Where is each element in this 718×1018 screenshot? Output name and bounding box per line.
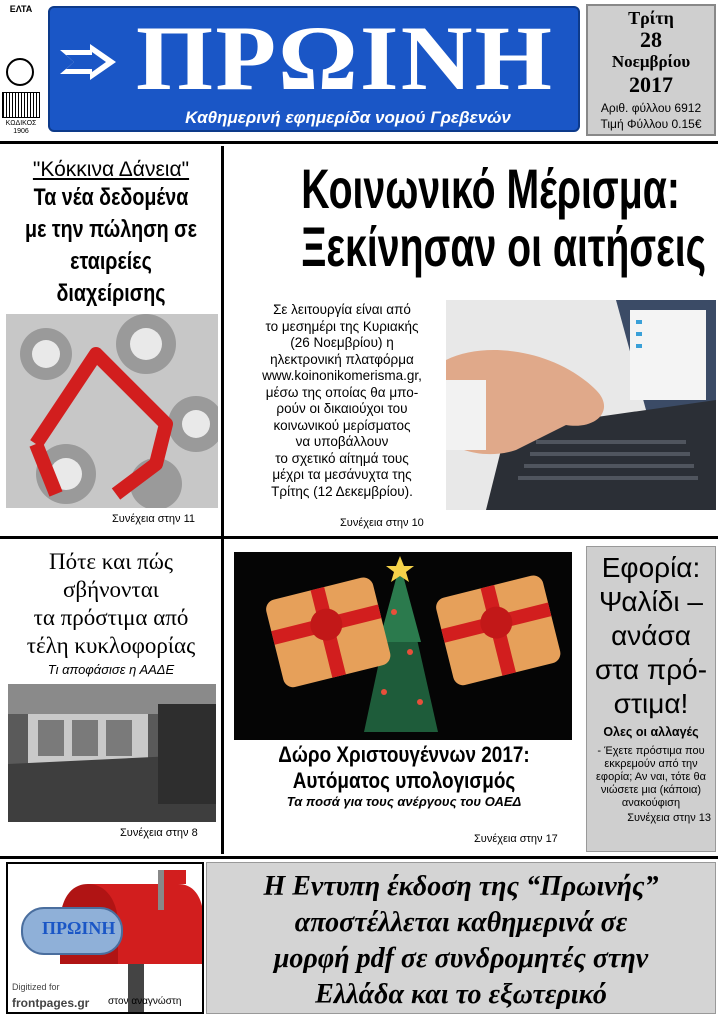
body-line: να υποβάλλουν: [295, 434, 389, 449]
left-story-1[interactable]: [4, 158, 218, 310]
body-line: Τρίτης (12 Δεκεμβρίου).: [271, 483, 413, 499]
headline-line: εταιρείες διαχείρισης: [56, 248, 166, 307]
body-line: το σχετικό αίτημά τους: [275, 450, 409, 466]
main-story-headline[interactable]: [228, 157, 716, 278]
elta-label: ΕΛΤΑ: [9, 4, 33, 14]
story-subhead: Τα ποσά για τους ανέργους του ΟΑΕΔ: [286, 794, 522, 809]
headline-line: Αυτόματος υπολογισμός: [292, 768, 516, 793]
story-subhead: Ολες οι αλλαγές: [603, 725, 699, 739]
newspaper-logo: [48, 6, 580, 132]
christmas-bonus-photo: [234, 552, 572, 740]
headline-line: Τα νέα δεδομένα: [33, 184, 189, 211]
story-kicker: "Κόκκινα Δάνεια": [32, 158, 190, 181]
continued-link[interactable]: Συνέχεια στην 17: [474, 833, 558, 845]
headline-line: Δώρο Χριστουγέννων 2017:: [278, 742, 530, 767]
footer-divider: [0, 856, 718, 859]
continued-link[interactable]: Συνέχεια στην 13: [627, 812, 711, 824]
notice-line: Η Εντυπη έκδοση της “Πρωινής”: [263, 871, 659, 902]
barcode-icon: [2, 92, 40, 118]
body-line: Σε λειτουργία είναι από: [273, 302, 411, 317]
headline: Εφορία: Ψαλίδι – ανάσα στα πρό- στιμα!: [594, 552, 708, 719]
story-subhead: Τι αποφάσισε η ΑΑΔΕ: [47, 662, 175, 677]
mailbox-caption: στον αναγνώστη: [108, 996, 182, 1007]
headline-line: τέλη κυκλοφορίας: [26, 633, 196, 658]
body-line: www.koinonikomerisma.gr,: [262, 368, 422, 383]
body-line: μέχρι τα μεσάνυχτα της: [272, 467, 412, 482]
continued-link[interactable]: Συνέχεια στην 8: [120, 827, 198, 839]
tax-office-photo: [8, 684, 216, 822]
body-line: (26 Νοεμβρίου) η: [290, 335, 394, 350]
headline-line: Πότε και πώς: [49, 549, 173, 574]
mid-story-headline[interactable]: [228, 742, 580, 810]
headline-line: σβήνονται: [63, 577, 159, 602]
headline-line: τα πρόστιμα από: [33, 605, 189, 630]
continued-link[interactable]: Συνέχεια στην 10: [340, 517, 424, 529]
date-number: 28: [640, 27, 662, 52]
footer-notice: [206, 862, 716, 1014]
continued-link[interactable]: Συνέχεια στην 11: [112, 513, 195, 525]
watermark-line: Digitized for: [12, 982, 60, 992]
headline-line: Κοινωνικό Μέρισμα:: [301, 157, 680, 220]
postal-seal-icon: [6, 58, 34, 86]
red-loans-photo: [6, 314, 218, 508]
notice-line: μορφή pdf σε συνδρομητές στην: [273, 943, 649, 974]
section-divider: [0, 536, 718, 539]
body-line: μέσω της οποίας θα μπο-: [265, 384, 419, 400]
date-day: Τρίτη: [628, 8, 674, 28]
logo-subtitle: Καθημερινή εφημερίδα νομού Γρεβενών: [185, 108, 511, 127]
body-line: το μεσημέρι της Κυριακής: [265, 318, 419, 334]
body-line: κοινωνικού μερίσματος: [273, 417, 411, 433]
logo-title: ΠΡΩΙΝΗ: [135, 7, 555, 109]
notice-line: αποστέλλεται καθημερινά σε: [294, 907, 628, 938]
body-line: ηλεκτρονική πλατφόρμα: [270, 351, 414, 367]
notice-line: Ελλάδα και το εξωτερικό: [315, 979, 607, 1010]
mailbox-logo: ΠΡΩΙΝΗ: [42, 918, 116, 938]
masthead-divider: [0, 141, 718, 144]
story-body: - Έχετε πρόστιμα που εκκρεμούν από την εφορία; Αν ναι, τότε θα νιώσετε μια (κάποια) ανακούφιση: [596, 745, 706, 809]
column-divider: [221, 146, 224, 854]
body-line: ρούν οι δικαιούχοι του: [276, 401, 408, 416]
watermark-site: frontpages.gr: [12, 996, 90, 1010]
date-month: Νοεμβρίου: [611, 52, 691, 71]
issue-number: Αριθ. φύλλου 6912: [600, 101, 702, 115]
main-story-body: [228, 302, 456, 500]
masthead-left-strip: [0, 0, 42, 140]
date-year: 2017: [629, 72, 673, 97]
postal-code-label: ΚΩΔΙΚΟΣ 1906: [5, 120, 37, 135]
right-story-box[interactable]: [586, 546, 716, 852]
headline-line: με την πώληση σε: [25, 216, 197, 243]
headline-line: Ξεκίνησαν οι αιτήσεις: [301, 215, 706, 278]
laptop-typing-photo: [446, 300, 716, 510]
issue-price: Τιμή Φύλλου 0.15€: [600, 117, 702, 131]
mailbox-ad: [6, 862, 204, 1014]
date-box: [586, 4, 716, 136]
left-story-2[interactable]: [4, 548, 218, 678]
